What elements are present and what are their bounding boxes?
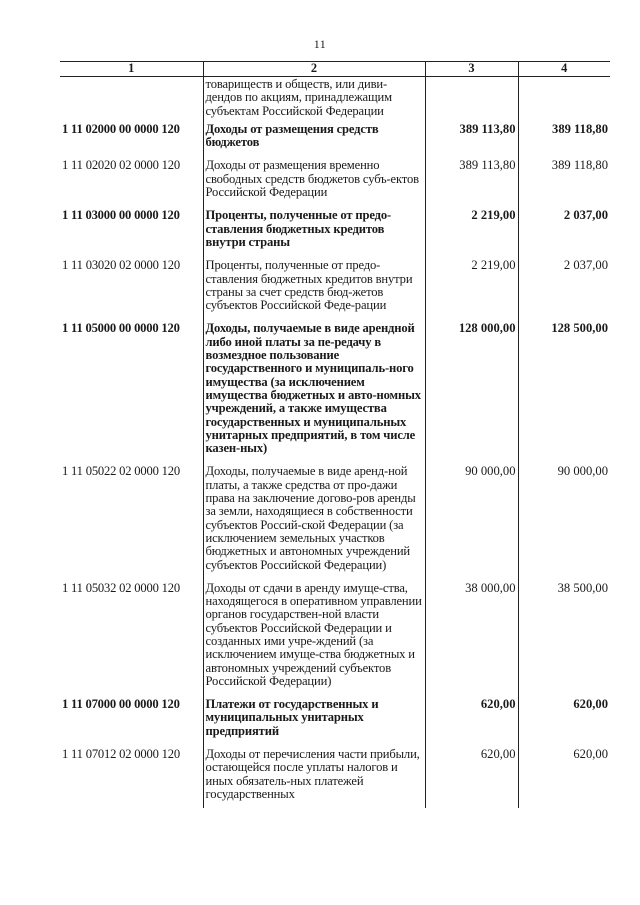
page-number: 11: [313, 37, 327, 51]
column-header-3: 3: [425, 62, 518, 77]
value-column-3-cell: 128 000,00: [458, 321, 516, 336]
budget-code-cell: 1 11 03000 00 0000 120: [62, 208, 180, 223]
revenue-name-cell: Доходы от размещения средств бюджетов: [203, 123, 425, 160]
table-row: [60, 159, 610, 209]
table-header-row: [60, 62, 610, 77]
value-column-3-cell: 620,00: [480, 747, 516, 762]
value-column-3-cell: 2 219,00: [471, 258, 516, 273]
value-column-4-cell: 90 000,00: [518, 465, 610, 581]
table-row: [60, 77, 610, 123]
value-column-3-cell: 389 113,80: [459, 158, 516, 173]
value-column-3-cell: 2 219,00: [471, 208, 516, 223]
value-column-4-cell: 389 118,80: [518, 123, 610, 160]
value-column-3-cell: 90 000,00: [465, 464, 516, 479]
budget-code-cell: 1 11 05022 02 0000 120: [62, 464, 180, 479]
revenue-name-cell: Доходы от размещения временно свободных средств бюджетов субъ-ектов Российской Федерации: [203, 159, 425, 209]
value-column-3-cell: 38 000,00: [465, 580, 516, 595]
table-row: [60, 465, 610, 581]
table-row: [60, 259, 610, 322]
value-column-4-cell: 2 037,00: [518, 209, 610, 259]
table-row: [60, 582, 610, 698]
revenue-name-cell: товариществ и обществ, или диви-дендов по акциям, принадлежащим субъектам Российской Федерации: [203, 77, 425, 123]
revenue-name-cell: Доходы от перечисления части прибыли, остающейся после уплаты налогов и иных обязатель-ных платежей государственных: [203, 748, 425, 808]
budget-revenue-table: [60, 61, 610, 808]
value-column-4-cell: 620,00: [518, 698, 610, 748]
value-column-4-cell: 38 500,00: [518, 582, 610, 698]
revenue-name-cell: Доходы от сдачи в аренду имуще-ства, находящегося в оперативном управлении органов государствен-ной власти субъектов Российской Федерации и созданных ими учре-ждений (за исключением имуще-ства бюджетных и автономных учреждений субъектов Российской Федерации): [203, 582, 425, 698]
table-body: [60, 77, 610, 809]
value-column-4-cell: 128 500,00: [518, 322, 610, 465]
column-header-4: 4: [518, 62, 610, 77]
revenue-name-cell: Доходы, получаемые в виде аренд-ной платы, а также средства от про-дажи права на заключение догово-ров аренды за земли, находящиеся в собственности субъектов Россий-ской Федерации (за исключением земельных участков бюджетных и автономных учреждений субъектов Российской Федерации): [203, 465, 425, 581]
value-column-4-cell: [518, 77, 610, 123]
value-column-4-cell: 2 037,00: [518, 259, 610, 322]
value-column-3-cell: 389 113,80: [459, 121, 516, 136]
budget-code-cell: 1 11 05000 00 0000 120: [62, 321, 180, 336]
table-row: [60, 322, 610, 465]
budget-code-cell: 1 11 03020 02 0000 120: [62, 258, 180, 273]
revenue-name-cell: Доходы, получаемые в виде арендной либо иной платы за пе-редачу в возмездное пользование государственного и муниципаль-ного имущества (за исключением имущества бюджетных и авто-номных учреждений, а также имущества государственных и муниципальных унитарных предприятий, в том числе казен-ных): [203, 322, 425, 465]
budget-code-cell: 1 11 07012 02 0000 120: [62, 747, 180, 762]
budget-code-cell: 1 11 02000 00 0000 120: [62, 121, 180, 136]
revenue-name-cell: Проценты, полученные от предо-ставления бюджетных кредитов внутри страны за счет средств бюд-жетов субъектов Российской Феде-рации: [203, 259, 425, 322]
value-column-3-cell: 620,00: [480, 697, 516, 712]
budget-code-cell: 1 11 07000 00 0000 120: [62, 697, 180, 712]
budget-code-cell: 1 11 05032 02 0000 120: [62, 580, 180, 595]
budget-code-cell: [60, 77, 203, 123]
column-header-1: 1: [60, 62, 203, 77]
value-column-4-cell: 620,00: [518, 748, 610, 808]
table-row: [60, 748, 610, 808]
revenue-name-cell: Платежи от государственных и муниципальных унитарных предприятий: [203, 698, 425, 748]
table-row: [60, 123, 610, 160]
budget-code-cell: 1 11 02020 02 0000 120: [62, 158, 180, 173]
table-row: [60, 698, 610, 748]
column-header-2: 2: [203, 62, 425, 77]
revenue-name-cell: Проценты, полученные от предо-ставления бюджетных кредитов внутри страны: [203, 209, 425, 259]
value-column-4-cell: 389 118,80: [518, 159, 610, 209]
value-column-3-cell: [425, 77, 518, 123]
table-row: [60, 209, 610, 259]
